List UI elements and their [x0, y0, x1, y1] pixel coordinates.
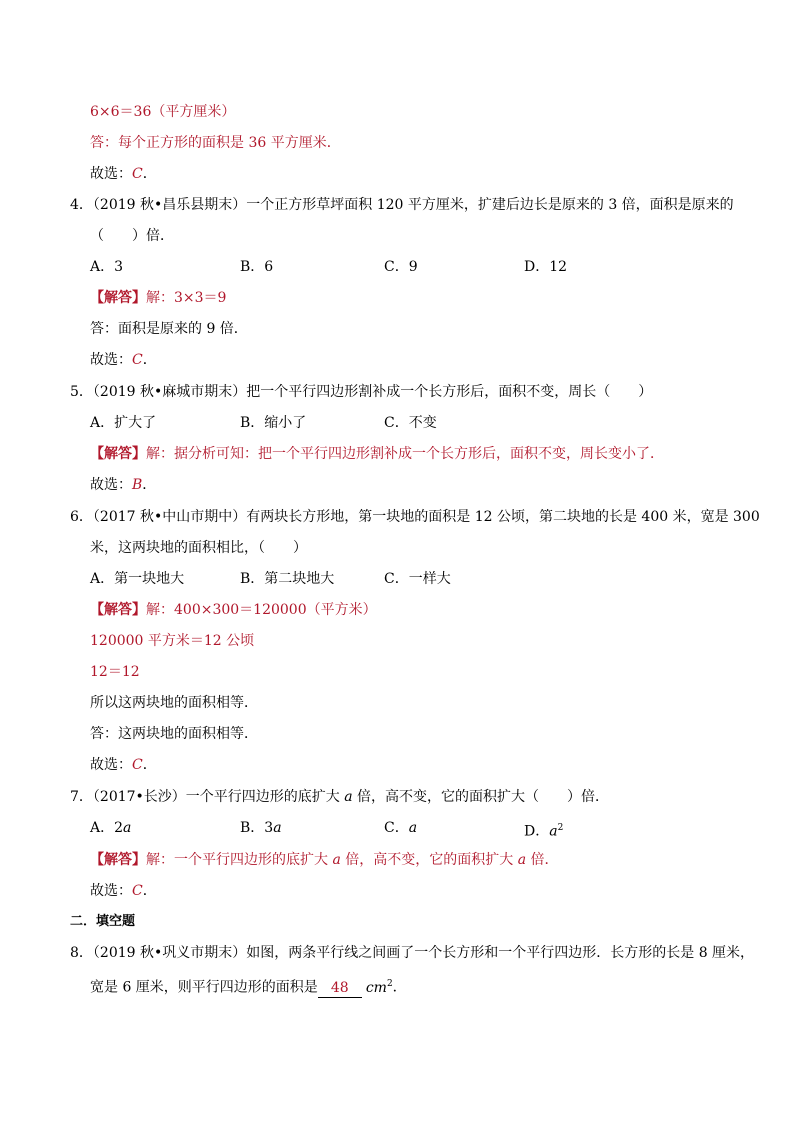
sol-part: 倍．: [526, 852, 559, 868]
option-coef: 2: [114, 820, 124, 836]
stem-part: 倍，高不变，它的面积扩大（ ）倍．: [352, 789, 610, 805]
solution-tag: 【解答】: [90, 852, 146, 868]
q4-choose: [90, 348, 157, 372]
q8-stem-line1: 8．（2019 秋•巩义市期末）如图，两条平行线之间画了一个长方形和一个平行四边形．长方形的长是 8 厘米，: [70, 945, 755, 961]
q5-option-b: B．缩小了: [240, 415, 307, 431]
stem-part: 7．（2017•长沙）一个平行四边形的底扩大: [70, 789, 345, 805]
q4-option-a: A．3: [90, 259, 124, 275]
choose-label: 故选：: [90, 477, 132, 493]
q6-solution-line4: 所以这两块地的面积相等．: [90, 695, 258, 711]
superscript: 2: [386, 979, 393, 989]
variable-a: a: [332, 852, 341, 868]
option-coef: 3: [264, 820, 274, 836]
period: ．: [392, 979, 407, 996]
q5-option-c: C．不变: [384, 415, 437, 431]
option-label: A．: [90, 820, 115, 836]
q5-stem-line1: 5．（2019 秋•麻城市期末）把一个平行四边形割补成一个长方形后，面积不变，周长（ ）: [70, 384, 653, 400]
q7-stem: [70, 785, 609, 809]
prev-choose: [90, 162, 157, 186]
unit: cm: [365, 979, 387, 996]
q6-option-c: C．一样大: [384, 571, 451, 587]
variable-a: a: [408, 820, 418, 836]
period: ．: [142, 166, 157, 182]
q7-solution: [90, 848, 559, 872]
choice-letter: C: [132, 166, 143, 182]
variable-a: a: [517, 852, 527, 868]
period: ．: [142, 477, 157, 493]
option-label: C．: [384, 820, 409, 836]
solution-text: 解：据分析可知：把一个平行四边形割补成一个长方形后，面积不变，周长变小了．: [146, 446, 664, 462]
q4-option-c: C．9: [384, 259, 418, 275]
choose-label: 故选：: [90, 883, 132, 899]
solution-text: 解：3×3＝9: [146, 290, 227, 306]
q6-stem-line2: 米，这两块地的面积相比，（ ）: [90, 540, 307, 556]
q6-solution-line2: 120000 平方米＝12 公顷: [90, 633, 255, 649]
q7-choose: [90, 879, 157, 903]
choose-label: 故选：: [90, 757, 132, 773]
q7-option-c: [384, 816, 417, 840]
q6-choose: [90, 753, 157, 777]
choice-letter: C: [132, 883, 143, 899]
solution-tag: 【解答】: [90, 602, 146, 618]
q7-option-b: [240, 816, 282, 840]
solution-text: 解：400×300＝120000（平方米）: [146, 602, 377, 618]
prev-answer: 答：每个正方形的面积是 36 平方厘米．: [90, 135, 341, 151]
q4-stem-line1: 4．（2019 秋•昌乐县期末）一个正方形草坪面积 120 平方厘米，扩建后边长是原来的 3 倍，面积是原来的: [70, 197, 734, 213]
q5-solution: [90, 442, 664, 466]
q6-option-b: B．第二块地大: [240, 571, 335, 587]
q6-solution: [90, 598, 377, 622]
superscript: 2: [557, 823, 564, 833]
sol-part: 解：一个平行四边形的底扩大: [146, 852, 333, 868]
choice-letter: B: [132, 477, 143, 493]
stem-part: 宽是 6 厘米，则平行四边形的面积是: [90, 979, 318, 996]
solution-tag: 【解答】: [90, 446, 146, 462]
choose-label: 故选：: [90, 166, 132, 182]
solution-text: [146, 852, 559, 868]
q7-option-a: [90, 816, 131, 840]
prev-calc: 6×6＝36（平方厘米）: [90, 104, 236, 120]
q8-stem-line2: [90, 972, 407, 996]
option-label: B．: [240, 820, 265, 836]
q6-solution-line3: 12＝12: [90, 664, 140, 680]
variable-a: a: [273, 820, 282, 836]
q6-option-a: A．第一块地大: [90, 571, 185, 587]
solution-tag: 【解答】: [90, 290, 146, 306]
q6-stem-line1: 6．（2017 秋•中山市期中）有两块长方形地，第一块地的面积是 12 公顷，第二块地的长是 400 米，宽是 300: [70, 509, 760, 525]
option-label: D．: [524, 823, 550, 840]
choice-letter: C: [132, 352, 143, 368]
variable-a: a: [344, 789, 353, 805]
q7-option-d: [524, 816, 563, 840]
variable-a: a: [123, 820, 132, 836]
choice-letter: C: [132, 757, 143, 773]
q5-choose: [90, 473, 156, 497]
answer-blank: 48: [318, 979, 362, 998]
q4-option-b: B．6: [240, 259, 274, 275]
q4-stem-line2: （ ）倍．: [90, 228, 174, 244]
period: ．: [142, 883, 157, 899]
q6-answer: 答：这两块地的面积相等．: [90, 726, 258, 742]
period: ．: [142, 352, 157, 368]
q4-option-d: D．12: [524, 259, 568, 275]
section-title: 二．填空题: [70, 914, 136, 929]
q4-solution: [90, 286, 226, 310]
variable-a: a: [549, 823, 558, 840]
choose-label: 故选：: [90, 352, 132, 368]
period: ．: [142, 757, 157, 773]
q4-answer: 答：面积是原来的 9 倍．: [90, 321, 248, 337]
sol-part: 倍，高不变，它的面积扩大: [340, 852, 518, 868]
q5-option-a: A．扩大了: [90, 415, 157, 431]
